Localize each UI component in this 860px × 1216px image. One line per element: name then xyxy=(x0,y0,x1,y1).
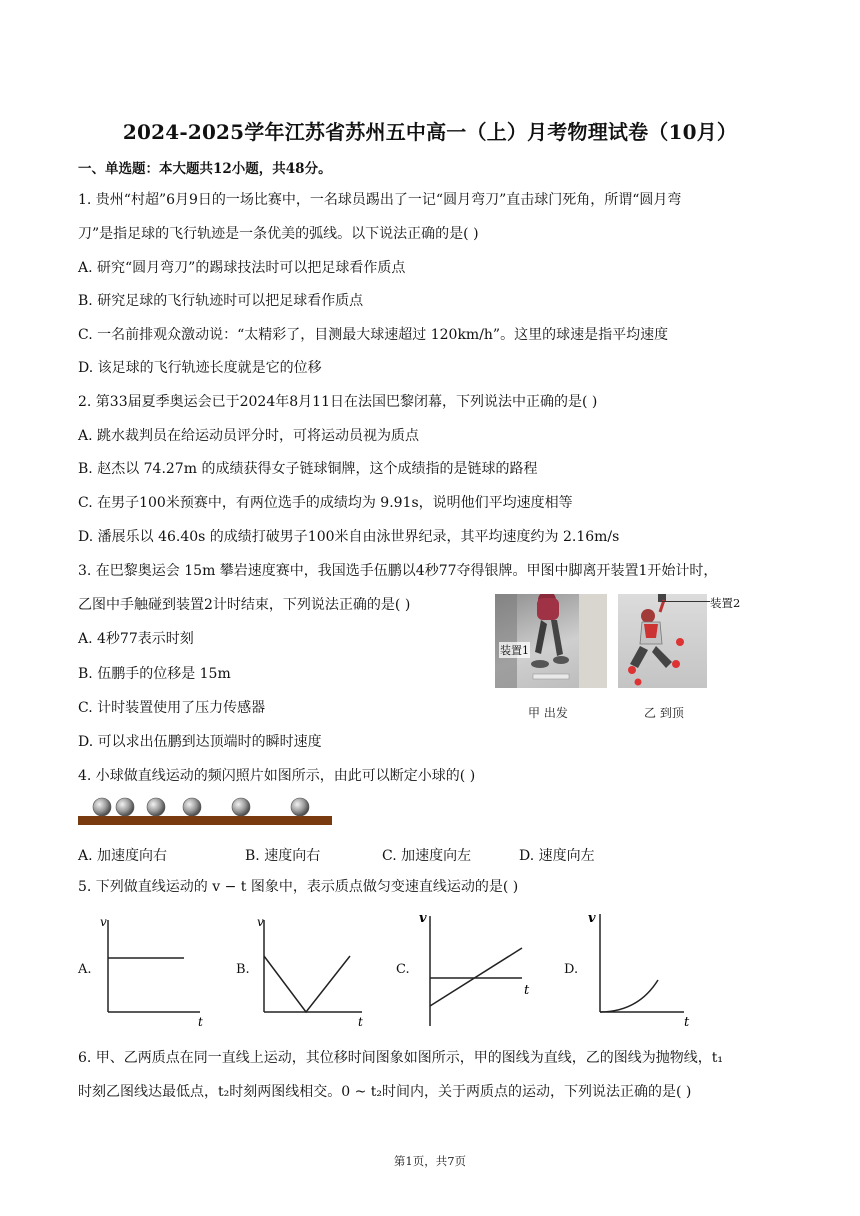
photo-caption-top: 乙 到顶 xyxy=(644,706,684,720)
climber-top-photo xyxy=(618,594,707,688)
section-heading: 一、单选题：本大题共12小题，共48分。 xyxy=(78,161,332,177)
q5-option-d-label: D. xyxy=(564,962,579,977)
q3-stem-line1: 3. 在巴黎奥运会 15m 攀岩速度赛中，我国选手伍鹏以4秒77夺得银牌。甲图中脚离开装置1开始计时， xyxy=(78,563,718,579)
graph-d-t-label: t xyxy=(684,1015,690,1030)
q5-option-b-label: B. xyxy=(236,962,250,977)
q5-option-a-label: A. xyxy=(78,962,92,977)
q5-graph-a xyxy=(96,912,208,1030)
climber-top-illustration xyxy=(618,594,707,688)
ball-6 xyxy=(291,798,309,816)
q6-stem-line1: 6. 甲、乙两质点在同一直线上运动，其位移时间图象如图所示，甲的图线为直线，乙的图线为抛物线，t₁ xyxy=(78,1050,724,1066)
q3-option-a: A. 4秒77表示时刻 xyxy=(78,631,194,647)
q5-graph-d xyxy=(584,906,702,1030)
ball-1 xyxy=(93,798,111,816)
graph-d-v-label: v xyxy=(588,911,596,926)
photo-caption-start: 甲 出发 xyxy=(528,706,568,720)
graph-b-v-label: v xyxy=(257,915,264,929)
q4-option-b: B. 速度向右 xyxy=(245,848,321,864)
q1-option-c: C. 一名前排观众激动说：“太精彩了，目测最大球速超过 120km/h”。这里的球速是指平均速度 xyxy=(78,327,669,343)
graph-b-t-label: t xyxy=(358,1015,363,1029)
climber-start-illustration xyxy=(495,594,607,688)
track-board xyxy=(78,816,332,825)
ball-4 xyxy=(183,798,201,816)
ball-2 xyxy=(116,798,134,816)
graph-c-t-label: t xyxy=(524,983,530,998)
q3-stem-line2: 乙图中手触碰到装置2计时结束，下列说法正确的是( ) xyxy=(78,597,411,613)
q5-stem: 5. 下列做直线运动的 v − t 图象中，表示质点做匀变速直线运动的是( ) xyxy=(78,879,519,895)
page-title: 2024-2025学年江苏省苏州五中高一（上）月考物理试卷（10月） xyxy=(122,120,738,144)
q6-stem-line2: 时刻乙图线达最低点，t₂时刻两图线相交。0 ~ t₂时间内，关于两质点的运动，下列说法正确的是( ) xyxy=(78,1084,692,1100)
graph-b-curve xyxy=(264,956,350,1012)
device-2-pointer-line xyxy=(662,601,710,602)
device-1-label: 装置1 xyxy=(500,644,529,657)
graph-c-curve xyxy=(430,948,522,1006)
q2-option-b: B. 赵杰以 74.27m 的成绩获得女子链球铜牌，这个成绩指的是链球的路程 xyxy=(78,461,538,477)
q5-graph-b xyxy=(254,912,372,1030)
climber-start-photo xyxy=(495,594,607,688)
q5-option-c-label: C. xyxy=(396,962,410,977)
q2-option-d: D. 潘展乐以 46.40s 的成绩打破男子100米自由泳世界纪录，其平均速度约为 2.16m/s xyxy=(78,529,620,545)
q3-option-b: B. 伍鹏手的位移是 15m xyxy=(78,666,231,682)
q1-option-b: B. 研究足球的飞行轨迹时可以把足球看作质点 xyxy=(78,293,364,309)
q1-option-a: A. 研究“圆月弯刀”的踢球技法时可以把足球看作质点 xyxy=(78,260,406,276)
q4-option-a: A. 加速度向右 xyxy=(78,848,168,864)
q4-option-d: D. 速度向左 xyxy=(519,848,595,864)
ball-5 xyxy=(232,798,250,816)
q4-option-c: C. 加速度向左 xyxy=(382,848,472,864)
page-footer: 第1页，共7页 xyxy=(393,1154,467,1168)
q2-option-a: A. 跳水裁判员在给运动员评分时，可将运动员视为质点 xyxy=(78,428,420,444)
q5-graph-c xyxy=(416,908,536,1030)
q2-option-c: C. 在男子100米预赛中，有两位选手的成绩均为 9.91s，说明他们平均速度相等 xyxy=(78,495,573,511)
graph-a-v-label: v xyxy=(100,915,107,929)
graph-d-curve xyxy=(600,980,658,1012)
device-2-label: 装置2 xyxy=(710,596,741,610)
q4-options-row xyxy=(78,845,778,865)
graph-a-t-label: t xyxy=(198,1015,203,1029)
q1-stem-line2: 刀”是指足球的飞行轨迹是一条优美的弧线。以下说法正确的是( ) xyxy=(78,226,479,242)
q1-option-d: D. 该足球的飞行轨迹长度就是它的位移 xyxy=(78,360,322,376)
q2-stem: 2. 第33届夏季奥运会已于2024年8月11日在法国巴黎闭幕，下列说法中正确的是( ) xyxy=(78,394,598,410)
strobe-photo-balls xyxy=(78,796,334,828)
ball-3 xyxy=(147,798,165,816)
q3-option-c: C. 计时装置使用了压力传感器 xyxy=(78,700,266,716)
q3-option-d: D. 可以求出伍鹏到达顶端时的瞬时速度 xyxy=(78,734,322,750)
q1-stem-line1: 1. 贵州“村超”6月9日的一场比赛中，一名球员踢出了一记“圆月弯刀”直击球门死角，所谓“圆月弯 xyxy=(78,192,682,208)
q4-stem: 4. 小球做直线运动的频闪照片如图所示，由此可以断定小球的( ) xyxy=(78,768,476,784)
graph-c-v-label: v xyxy=(419,911,427,926)
